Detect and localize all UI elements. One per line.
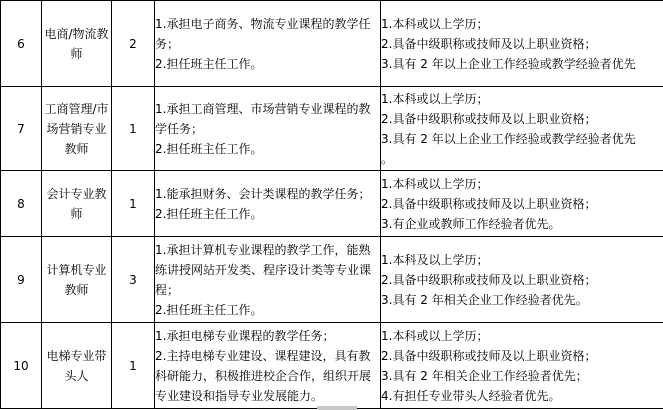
requirement-item: 2.具备中级职称或技师及以上职业资格； bbox=[381, 111, 597, 126]
position-name: 电梯专业带头人 bbox=[42, 323, 112, 409]
requirement-item: 1.本科或以上学历； bbox=[381, 176, 489, 191]
requirements-cell bbox=[381, 237, 663, 323]
position-name: 电商/物流教师 bbox=[42, 1, 112, 87]
scroll-indicator bbox=[317, 406, 357, 410]
table-row bbox=[1, 171, 663, 237]
table-row bbox=[1, 87, 663, 171]
duty-item: 1.能承担财务、会计类课程的教学任务； bbox=[155, 186, 371, 201]
table-row bbox=[1, 323, 663, 409]
requirement-item: 1.本科或以上学历； bbox=[381, 91, 489, 106]
requirement-item: 2.具备中级职称或技师及以上职业资格； bbox=[381, 196, 597, 211]
requirement-item: 1.本科及以上学历； bbox=[381, 252, 489, 267]
duties-cell bbox=[155, 323, 381, 409]
table-row bbox=[1, 1, 663, 87]
requirement-item: 2.具备中级职称或技师及以上职业资格； bbox=[381, 272, 597, 287]
duties-cell bbox=[155, 237, 381, 323]
duty-item: 1.承担电子商务、物流专业课程的教学任务； bbox=[155, 16, 371, 51]
position-name: 工商管理/市场营销专业教师 bbox=[42, 87, 112, 171]
requirement-item: 1.本科或以上学历； bbox=[381, 16, 489, 31]
row-index: 6 bbox=[1, 1, 42, 87]
duty-item: 2.担任班主任工作。 bbox=[155, 206, 263, 221]
requirement-item: 。 bbox=[381, 151, 394, 166]
duty-item: 2.担任班主任工作。 bbox=[155, 302, 263, 317]
requirements-cell bbox=[381, 323, 663, 409]
requirement-item: 4.有担任专业带头人经验者优先。 bbox=[381, 388, 561, 403]
requirement-item: 3.具有 2 年以上企业工作经验或教学经验者优先 bbox=[381, 56, 636, 71]
requirement-item: 2.具备中级职称或技师及以上职业资格； bbox=[381, 348, 597, 363]
duty-item: 1.承担电梯专业课程的教学任务； bbox=[155, 328, 335, 343]
duty-item: 1.承担工商管理、市场营销专业课程的教学任务； bbox=[155, 101, 371, 136]
requirement-item: 2.具备中级职称或技师及以上职业资格； bbox=[381, 36, 597, 51]
duty-item: 2.主持电梯专业建设、课程建设，具有教科研能力，积极推进校企合作，组织开展专业建设和指导专业发展能力。 bbox=[155, 348, 372, 403]
row-index: 8 bbox=[1, 171, 42, 237]
headcount: 1 bbox=[112, 87, 155, 171]
duty-item: 2.担任班主任工作。 bbox=[155, 56, 263, 71]
table-row bbox=[1, 237, 663, 323]
requirements-cell bbox=[381, 1, 663, 87]
requirement-item: 3.具有 2 年以上企业工作经验或教学经验者优先 bbox=[381, 131, 636, 146]
headcount: 1 bbox=[112, 323, 155, 409]
duty-item: 2.担任班主任工作。 bbox=[155, 141, 263, 156]
requirements-cell bbox=[381, 87, 663, 171]
headcount: 1 bbox=[112, 171, 155, 237]
requirement-item: 3.有企业或教师工作经验者优先。 bbox=[381, 216, 561, 231]
requirement-item: 3.具有 2 年相关企业工作经验者优先； bbox=[381, 368, 588, 383]
requirement-item: 1.本科或以上学历； bbox=[381, 328, 489, 343]
row-index: 9 bbox=[1, 237, 42, 323]
headcount: 3 bbox=[112, 237, 155, 323]
duties-cell bbox=[155, 1, 381, 87]
requirement-item: 3.具有 2 年相关企业工作经验者优先。 bbox=[381, 292, 588, 307]
position-name: 会计专业教师 bbox=[42, 171, 112, 237]
position-name: 计算机专业教师 bbox=[42, 237, 112, 323]
duties-cell bbox=[155, 87, 381, 171]
duties-cell bbox=[155, 171, 381, 237]
duty-item: 1.承担计算机专业课程的教学工作，能熟练讲授网站开发类、程序设计类等专业课程； bbox=[155, 242, 372, 297]
row-index: 10 bbox=[1, 323, 42, 409]
row-index: 7 bbox=[1, 87, 42, 171]
headcount: 2 bbox=[112, 1, 155, 87]
requirements-cell bbox=[381, 171, 663, 237]
